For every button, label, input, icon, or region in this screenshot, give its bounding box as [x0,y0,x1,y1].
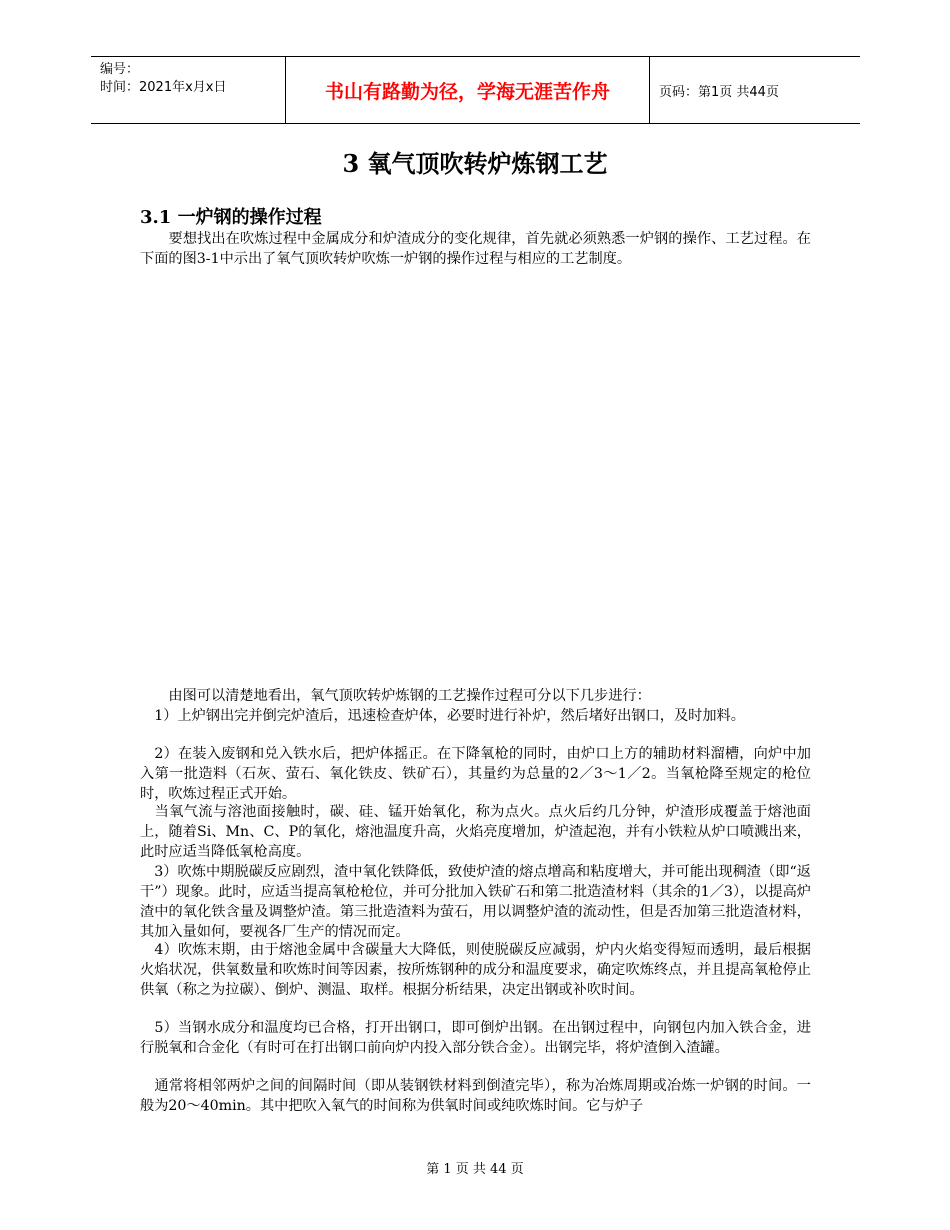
page-header [91,56,860,124]
intro-paragraph: 要想找出在吹炼过程中金属成分和炉渣成分的变化规律，首先就必须熟悉一炉钢的操作、工艺过程。在下面的图3-1中示出了氧气顶吹转炉吹炼一炉钢的操作过程与相应的工艺制度。 [140,231,811,267]
paragraph-7: 通常将相邻两炉之间的间隔时间（即从装钢铁材料到倒渣完毕），称为冶炼周期或冶炼一炉钢的时间。一般为20～40min。其中把吹入氧气的时间称为供氧时间或纯吹炼时间。它与炉子 [140,1078,811,1114]
paragraph-3: 当氧气流与溶池面接触时，碳、硅、锰开始氧化，称为点火。点火后约几分钟，炉渣形成覆盖于熔池面上，随着Si、Mn、C、P的氧化，熔池温度升高，火焰亮度增加，炉渣起泡，并有小铁粒从炉口喷溅出来，此时应适当降低氧枪高度。 [140,804,811,860]
paragraph-0: 由图可以清楚地看出，氧气顶吹转炉炼钢的工艺操作过程可分以下几步进行： [140,688,651,704]
document-title: 3 氧气顶吹转炉炼钢工艺 [342,149,608,178]
paragraph-1: 1）上炉钢出完并倒完炉渣后，迅速检查炉体，必要时进行补炉，然后堵好出钢口，及时加料。 [140,708,745,724]
paragraph-5: 4）吹炼末期，由于熔池金属中含碳量大大降低，则使脱碳反应减弱，炉内火焰变得短而透明，最后根据火焰状况，供氧数量和吹炼时间等因素，按所炼钢种的成分和温度要求，确定吹炼终点，并且提高氧枪停止供氧（称之为拉碳）、倒炉、测温、取样。根据分析结果，决定出钢或补吹时间。 [140,942,811,998]
figure-area [140,270,811,675]
header-number: 编号： [100,62,140,77]
header-motto: 书山有路勤为径，学海无涯苦作舟 [286,57,650,123]
paragraph-2: 2）在装入废钢和兑入铁水后，把炉体摇正。在下降氧枪的同时，由炉口上方的辅助材料溜槽，向炉中加入第一批造料（石灰、萤石、氧化铁皮、铁矿石），其量约为总量的2／3～1／2。当氧枪降至规定的枪位时，吹炼过程正式开始。 [140,746,811,802]
paragraph-6: 5）当钢水成分和温度均已合格，打开出钢口，即可倒炉出钢。在出钢过程中，向钢包内加入铁合金，进行脱氧和合金化（有时可在打出钢口前向炉内投入部分铁合金）。出钢完毕，将炉渣倒入渣罐。 [140,1020,811,1056]
header-time: 时间：2021年x月x日 [100,80,227,95]
paragraph-4: 3）吹炼中期脱碳反应剧烈，渣中氧化铁降低，致使炉渣的熔点增高和粘度增大，并可能出现稠渣（即“返干”）现象。此时，应适当提高氧枪枪位，并可分批加入铁矿石和第二批造渣材料（其余的1／3），以提高炉渣中的氧化铁含量及调整炉渣。第三批造渣料为萤石，用以调整炉渣的流动性，但是否加第三批造渣材料，其加入量如何，要视各厂生产的情况而定。 [140,864,811,940]
header-page-info: 页码：第1页 共44页 [659,84,779,100]
header-meta [91,57,286,123]
section-heading: 3.1 一炉钢的操作过程 [140,207,322,228]
page-footer: 第 1 页 共 44 页 [426,1162,524,1177]
